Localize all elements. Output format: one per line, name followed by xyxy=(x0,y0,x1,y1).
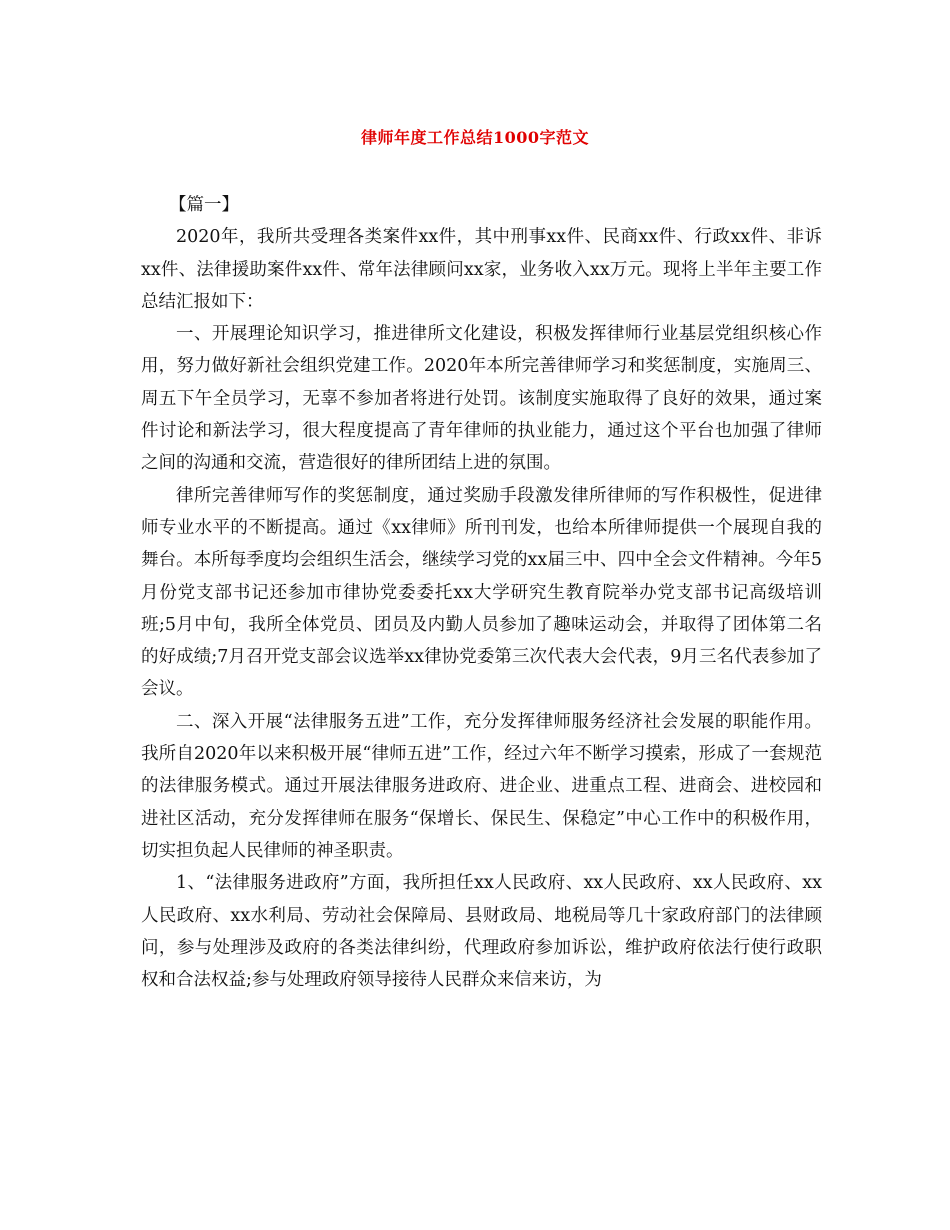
document-body xyxy=(141,189,822,996)
paragraph: 1、“法律服务进政府”方面，我所担任xx人民政府、xx人民政府、xx人民政府、xx人民政府、xx水利局、劳动社会保障局、县财政局、地税局等几十家政府部门的法律顾问，参与处理涉及政府的各类法律纠纷，代理政府参加诉讼，维护政府依法行使行政职权和合法权益;参与处理政府领导接待人民群众来信来访，为 xyxy=(141,873,822,991)
paragraph: 一、开展理论知识学习，推进律所文化建设，积极发挥律师行业基层党组织核心作用，努力做好新社会组织党建工作。2020年本所完善律师学习和奖惩制度，实施周三、周五下午全员学习，无辜不参加者将进行处罚。该制度实施取得了良好的效果，通过案件讨论和新法学习，很大程度提高了青年律师的执业能力，通过这个平台也加强了律师之间的沟通和交流，营造很好的律所团结上进的氛围。 xyxy=(141,324,822,474)
section-marker: 【篇一】 xyxy=(169,195,239,215)
document-title: 律师年度工作总结1000字范文 xyxy=(360,128,590,147)
paragraph: 律所完善律师写作的奖惩制度，通过奖励手段激发律所律师的写作积极性，促进律师专业水平的不断提高。通过《xx律师》所刊刊发，也给本所律师提供一个展现自我的舞台。本所每季度均会组织生活会，继续学习党的xx届三中、四中全会文件精神。今年5月份党支部书记还参加市律协党委委托xx大学研究生教育院举办党支部书记高级培训班;5月中旬，我所全体党员、团员及内勤人员参加了趣味运动会，并取得了团体第二名的好成绩;7月召开党支部会议选举xx律协党委第三次代表大会代表，9月三名代表参加了会议。 xyxy=(141,485,822,700)
paragraph: 二、深入开展“法律服务五进”工作，充分发挥律师服务经济社会发展的职能作用。我所自2020年以来积极开展“律师五进”工作，经过六年不断学习摸索，形成了一套规范的法律服务模式。通过开展法律服务进政府、进企业、进重点工程、进商会、进校园和进社区活动，充分发挥律师在服务“保增长、保民生、保稳定”中心工作中的积极作用，切实担负起人民律师的神圣职责。 xyxy=(141,711,822,861)
paragraph: 2020年，我所共受理各类案件xx件，其中刑事xx件、民商xx件、行政xx件、非诉xx件、法律援助案件xx件、常年法律顾问xx家，业务收入xx万元。现将上半年主要工作总结汇报如下： xyxy=(141,227,822,312)
